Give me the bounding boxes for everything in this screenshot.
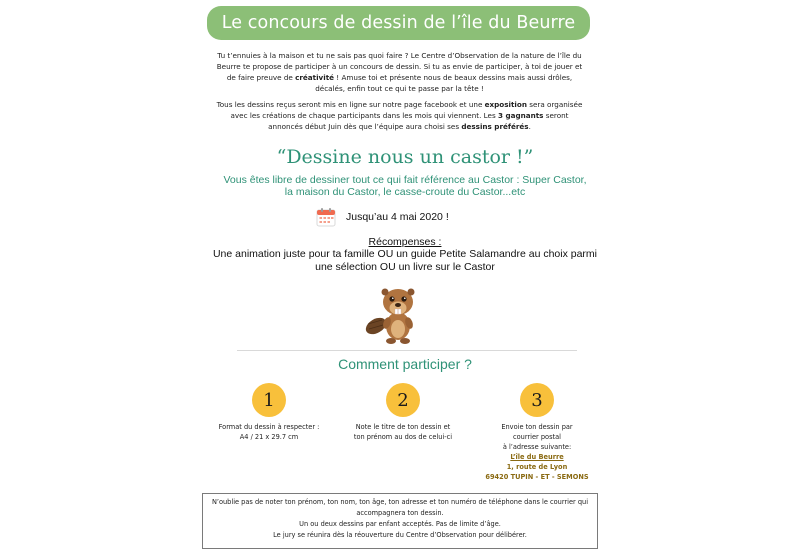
title-banner xyxy=(207,6,590,40)
expo-bold-exposition: exposition xyxy=(484,100,527,109)
intro-bold-creativite: créativité xyxy=(295,73,335,82)
intro-paragraph xyxy=(216,50,583,94)
address-street: 1, route de Lyon xyxy=(506,463,568,471)
rules-box xyxy=(202,493,598,549)
step-2-badge: 2 xyxy=(386,383,420,417)
step-3-line-2: courrier postal xyxy=(513,433,561,441)
calendar-icon xyxy=(316,207,336,227)
expo-text-a: Tous les dessins reçus seront mis en ligne sur notre page facebook et une xyxy=(216,100,485,109)
beaver-illustration xyxy=(360,278,430,348)
exposition-paragraph xyxy=(216,99,583,132)
step-1-text xyxy=(210,422,328,442)
step-1-line-1: Format du dessin à respecter : xyxy=(218,423,320,431)
expo-bold-gagnants: 3 gagnants xyxy=(498,111,544,120)
step-3-badge: 3 xyxy=(520,383,554,417)
contest-poster xyxy=(200,0,610,550)
step-1-badge: 1 xyxy=(252,383,286,417)
rewards-text: Une animation juste pour ta famille OU un guide Petite Salamandre au choix parmi une sélection OU un livre sur le Castor xyxy=(212,248,598,273)
step-3-line-1: Envoie ton dessin par xyxy=(501,423,573,431)
step-2-text xyxy=(340,422,466,442)
deadline-text: Jusqu’au 4 mai 2020 ! xyxy=(346,211,449,223)
step-2-line-2: ton prénom au dos de celui-ci xyxy=(353,433,453,441)
rules-line-3: Le jury se réunira dès la réouverture du Centre d’Observation pour délibérer. xyxy=(273,531,527,539)
step-2-line-1: Note le titre de ton dessin et xyxy=(355,423,451,431)
step-1-line-2: A4 / 21 x 29.7 cm xyxy=(239,433,299,441)
step-3-line-3: à l’adresse suivante: xyxy=(502,443,572,451)
page-title: Le concours de dessin de l’île du Beurre xyxy=(221,13,576,33)
rewards-title: Récompenses : xyxy=(368,236,442,248)
step-3-text xyxy=(477,422,597,482)
rules-line-1: N’oublie pas de noter ton prénom, ton nom, ton âge, ton adresse et ton numéro de téléphone dans le courrier qui accompagnera ton dessin. xyxy=(211,498,589,517)
rules-line-2: Un ou deux dessins par enfant acceptés. Pas de limite d’âge. xyxy=(299,520,501,528)
theme-headline: “Dessine nous un castor !” xyxy=(276,146,534,168)
how-to-title: Comment participer ? xyxy=(338,356,472,372)
address-city: 69420 TUPIN - ET - SEMONS xyxy=(485,473,589,481)
expo-text-b: sera organisée avec les créations de chaque participants dans les mois qui viennent. Les xyxy=(230,100,583,120)
theme-subtitle: Vous êtes libre de dessiner tout ce qui fait référence au Castor : Super Castor, la maison du Castor, le casse-croute du Castor...etc xyxy=(223,174,587,198)
expo-text-d: . xyxy=(528,122,531,131)
intro-text-b: ! Amuse toi et présente nous de beaux dessins mais aussi drôles, décalés, enfin tout ce qui te passe par la tête ! xyxy=(315,73,573,93)
intro-text-a: Tu t’ennuies à la maison et tu ne sais pas quoi faire ? Le Centre d’Observation de la nature de l’île du Beurre te propose de participer à un concours de dessin. Si tu as envie de participer, à toi de jouer et de faire preuve de xyxy=(216,51,583,82)
address-name: L’île du Beurre xyxy=(510,453,564,461)
section-divider xyxy=(237,350,577,351)
expo-bold-dessins: dessins préférés xyxy=(461,122,529,131)
expo-text-c: seront annoncés début Juin dès que l’équipe aura choisi ses xyxy=(268,111,569,131)
